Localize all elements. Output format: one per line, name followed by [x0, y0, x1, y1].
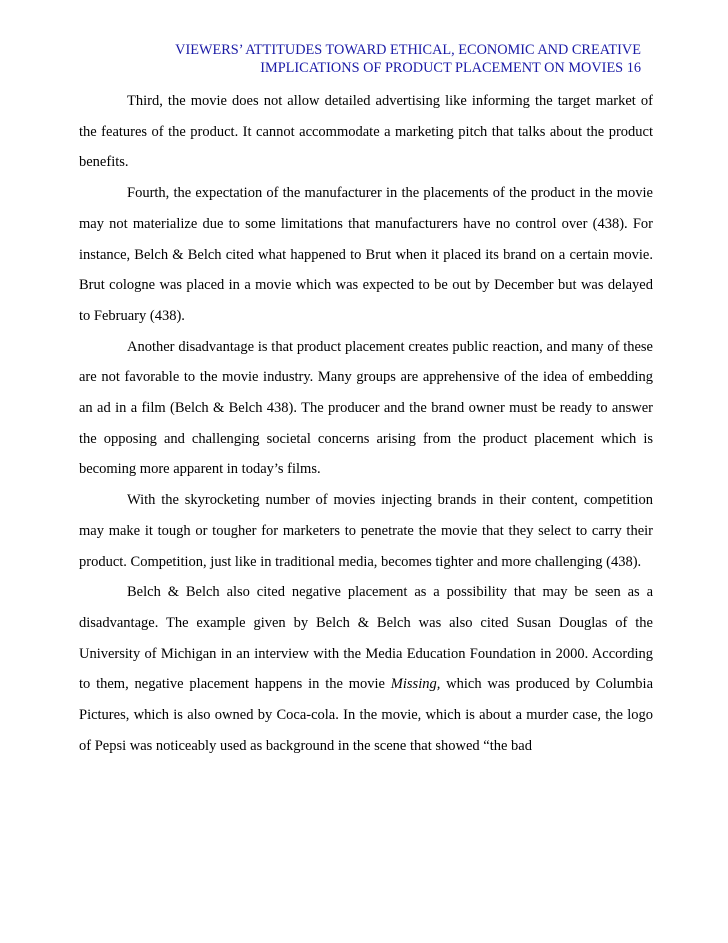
paragraph-5-start: Belch & Belch also cited negative placement as a possibility that may be seen as a disadvantage. The example given by Belch & Belch was also cited Susan Douglas of the University of Michigan in an interview with the Media Education Foundation in 2000. According to them, negative placement happens in the movie — [79, 584, 653, 693]
paragraph-5-end: which was produced by Columbia Pictures, which is also owned by Coca-cola. In the movie, which is about a murder case, the logo of Pepsi was noticeably used as background in the scene that showed “the bad — [79, 676, 653, 754]
running-header — [0, 41, 641, 77]
body-text — [79, 86, 653, 761]
movie-title-missing: Missing, — [390, 676, 441, 693]
paragraph-5 — [79, 577, 653, 761]
header-line-2: IMPLICATIONS OF PRODUCT PLACEMENT ON MOVIES 16 — [260, 60, 641, 76]
paragraph-4: With the skyrocketing number of movies injecting brands in their content, competition may make it tough or tougher for marketers to penetrate the movie that they select to carry their product. Competition, just like in traditional media, becomes tighter and more challenging (438). — [79, 492, 653, 570]
header-line-1: VIEWERS’ ATTITUDES TOWARD ETHICAL, ECONOMIC AND CREATIVE — [175, 42, 641, 58]
paragraph-3: Another disadvantage is that product placement creates public reaction, and many of these are not favorable to the movie industry. Many groups are apprehensive of the idea of embedding an ad in a film (Belch & Belch 438). The producer and the brand owner must be ready to answer the opposing and challenging societal concerns arising from the product placement which is becoming more apparent in today’s films. — [79, 338, 653, 478]
paragraph-2: Fourth, the expectation of the manufacturer in the placements of the product in the movie may not materialize due to some limitations that manufacturers have no control over (438). For instance, Belch & Belch cited what happened to Brut when it placed its brand on a certain movie. Brut cologne was placed in a movie which was expected to be out by December but was delayed to February (438). — [79, 185, 653, 324]
paragraph-1: Third, the movie does not allow detailed advertising like informing the target market of the features of the product. It cannot accommodate a marketing pitch that talks about the product benefits. — [79, 93, 653, 171]
